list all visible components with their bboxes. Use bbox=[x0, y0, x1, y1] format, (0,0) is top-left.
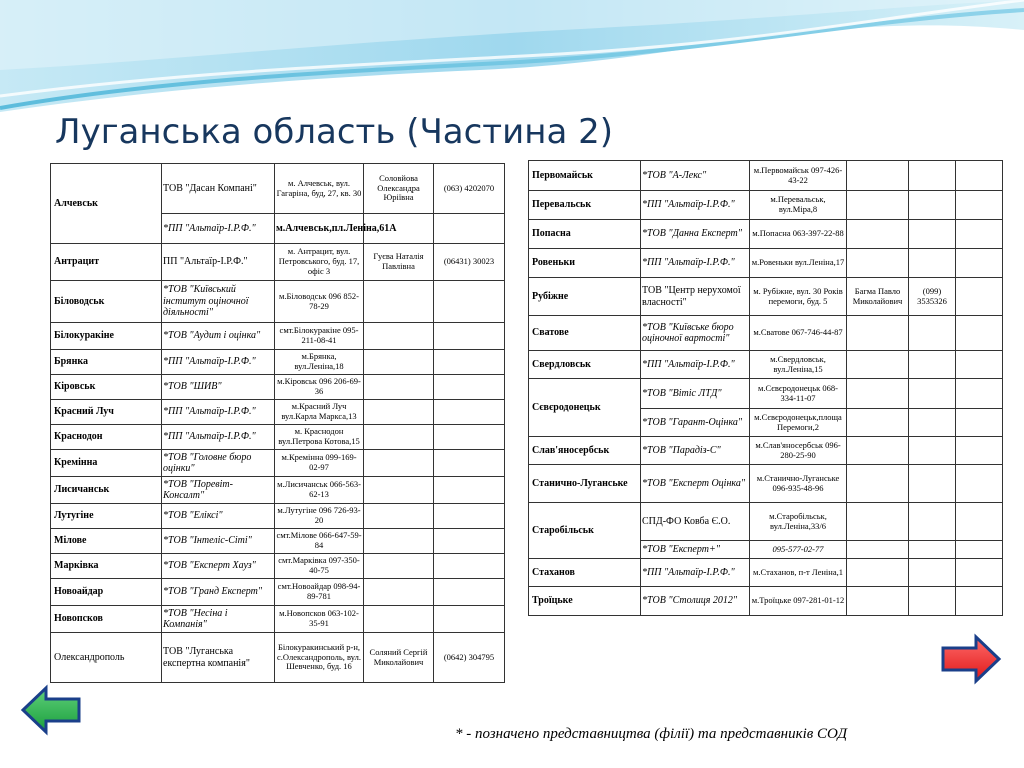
footnote: * - позначено представництва (філії) та представників СОД bbox=[455, 726, 848, 742]
person-cell bbox=[364, 450, 434, 477]
person-cell bbox=[847, 161, 909, 191]
empty-cell bbox=[956, 541, 1003, 559]
city-cell: Лутугіне bbox=[51, 504, 162, 529]
table-row bbox=[529, 465, 1003, 503]
phone-cell bbox=[434, 375, 505, 400]
address-cell: м.Сєвєродонецьк,площа Перемоги,2 bbox=[750, 409, 847, 437]
person-cell bbox=[847, 587, 909, 616]
address-cell: м. Рубіжне, вул. 30 Років перемоги, буд. 5 bbox=[750, 278, 847, 316]
empty-cell bbox=[956, 249, 1003, 278]
person-cell bbox=[847, 220, 909, 249]
org-cell: *ПП "Альтаїр-І.Р.Ф." bbox=[641, 559, 750, 587]
person-cell: Гуєва Наталія Павлівна bbox=[364, 244, 434, 281]
city-cell: Слав'яносербськ bbox=[529, 437, 641, 465]
empty-cell bbox=[956, 351, 1003, 379]
person-cell bbox=[364, 477, 434, 504]
table-row bbox=[51, 504, 505, 529]
table-row bbox=[51, 477, 505, 504]
table-row bbox=[529, 191, 1003, 220]
city-cell: Новопсков bbox=[51, 606, 162, 633]
city-cell: Білокуракіне bbox=[51, 323, 162, 350]
org-cell: *ТОВ "Поревіт-Консалт" bbox=[162, 477, 275, 504]
address-cell: м. Краснодон вул.Петрова Котова,15 bbox=[275, 425, 364, 450]
person-cell bbox=[364, 554, 434, 579]
address-cell: м.Брянка, вул.Леніна,18 bbox=[275, 350, 364, 375]
empty-cell bbox=[956, 379, 1003, 409]
org-cell: ТОВ "Луганська експертна компанія" bbox=[162, 633, 275, 683]
phone-cell: (099) 3535326 bbox=[909, 278, 956, 316]
empty-cell bbox=[956, 191, 1003, 220]
phone-cell bbox=[434, 425, 505, 450]
table-row bbox=[529, 587, 1003, 616]
table-row bbox=[51, 400, 505, 425]
empty-cell bbox=[956, 503, 1003, 541]
org-cell: ПП "Альтаїр-І.Р.Ф." bbox=[162, 244, 275, 281]
address-cell: смт.Білокуракіне 095-211-08-41 bbox=[275, 323, 364, 350]
address-cell: м.Кремінна 099-169-02-97 bbox=[275, 450, 364, 477]
org-cell: *ТОВ "Вітіс ЛТД" bbox=[641, 379, 750, 409]
org-cell: *ТОВ "Експерт Хауз" bbox=[162, 554, 275, 579]
city-cell: Кремінна bbox=[51, 450, 162, 477]
table-row bbox=[51, 554, 505, 579]
city-cell: Новоайдар bbox=[51, 579, 162, 606]
phone-cell bbox=[434, 579, 505, 606]
person-cell bbox=[847, 351, 909, 379]
phone-cell bbox=[434, 606, 505, 633]
table-row bbox=[51, 244, 505, 281]
city-cell: Ровеньки bbox=[529, 249, 641, 278]
table-row bbox=[529, 161, 1003, 191]
page-title: Луганська область (Частина 2) bbox=[55, 112, 613, 152]
phone-cell bbox=[434, 477, 505, 504]
city-cell: Стаханов bbox=[529, 559, 641, 587]
table-row bbox=[51, 323, 505, 350]
address-cell: м.Ровеньки вул.Леніна,17 bbox=[750, 249, 847, 278]
phone-cell bbox=[434, 323, 505, 350]
table-row bbox=[529, 278, 1003, 316]
phone-cell bbox=[434, 504, 505, 529]
city-cell: Старобільськ bbox=[529, 503, 641, 559]
org-cell: *ТОВ "ШИВ" bbox=[162, 375, 275, 400]
person-cell bbox=[847, 465, 909, 503]
empty-cell bbox=[956, 465, 1003, 503]
org-cell: *ТОВ "Данна Експерт" bbox=[641, 220, 750, 249]
org-cell: *ТОВ "Гранд Експерт" bbox=[162, 579, 275, 606]
forward-arrow-button[interactable] bbox=[940, 634, 1002, 684]
address-cell: м.Сєвєродонецьк 068-334-11-07 bbox=[750, 379, 847, 409]
empty-cell bbox=[956, 559, 1003, 587]
table-row bbox=[51, 579, 505, 606]
org-cell: *ТОВ "Парадіз-С" bbox=[641, 437, 750, 465]
address-cell: м.Перевальськ, вул.Міра,8 bbox=[750, 191, 847, 220]
city-cell: Перевальськ bbox=[529, 191, 641, 220]
org-cell: *ПП "Альтаїр-І.Р.Ф." bbox=[162, 214, 275, 244]
phone-cell bbox=[909, 191, 956, 220]
address-cell: м.Красний Луч вул.Карла Маркса,13 bbox=[275, 400, 364, 425]
org-cell: *ТОВ "Київське бюро оціночної вартості" bbox=[641, 316, 750, 351]
phone-cell bbox=[909, 379, 956, 409]
person-cell bbox=[364, 425, 434, 450]
address-cell: м.Лутугіне 096 726-93-20 bbox=[275, 504, 364, 529]
city-cell: Красний Луч bbox=[51, 400, 162, 425]
phone-cell: (0642) 304795 bbox=[434, 633, 505, 683]
phone-cell bbox=[909, 249, 956, 278]
table-row bbox=[529, 249, 1003, 278]
org-cell: *ПП "Альтаїр-І.Р.Ф." bbox=[162, 350, 275, 375]
address-cell: м.Свердловськ, вул.Леніна,15 bbox=[750, 351, 847, 379]
person-cell bbox=[364, 606, 434, 633]
person-cell bbox=[364, 350, 434, 375]
phone-cell bbox=[434, 214, 505, 244]
city-cell: Алчевськ bbox=[51, 164, 162, 244]
org-cell: *ТОВ "Столиця 2012" bbox=[641, 587, 750, 616]
city-cell: Марківка bbox=[51, 554, 162, 579]
phone-cell bbox=[909, 161, 956, 191]
right-arrow-icon bbox=[943, 637, 999, 681]
city-cell: Станично-Луганське bbox=[529, 465, 641, 503]
table-row bbox=[529, 316, 1003, 351]
org-cell: *ПП "Альтаїр-І.Р.Ф." bbox=[641, 351, 750, 379]
person-cell bbox=[847, 379, 909, 409]
left-arrow-icon bbox=[23, 688, 79, 732]
phone-cell bbox=[434, 529, 505, 554]
phone-cell bbox=[434, 281, 505, 323]
org-cell: *ТОВ "Несіна і Компанія" bbox=[162, 606, 275, 633]
phone-cell bbox=[909, 220, 956, 249]
city-cell: Мілове bbox=[51, 529, 162, 554]
empty-cell bbox=[956, 220, 1003, 249]
address-cell: м.Стаханов, п-т Леніна,1 bbox=[750, 559, 847, 587]
back-arrow-button[interactable] bbox=[20, 685, 82, 735]
city-cell: Біловодськ bbox=[51, 281, 162, 323]
person-cell bbox=[364, 375, 434, 400]
address-cell: м.Попасна 063-397-22-88 bbox=[750, 220, 847, 249]
org-cell: *ПП "Альтаїр-І.Р.Ф." bbox=[641, 191, 750, 220]
address-cell: м.Слав'яносербськ 096-280-25-90 bbox=[750, 437, 847, 465]
address-cell: м.Біловодськ 096 852-78-29 bbox=[275, 281, 364, 323]
org-cell: ТОВ "Центр нерухомої власності" bbox=[641, 278, 750, 316]
person-cell bbox=[847, 409, 909, 437]
person-cell: Соляний Сергій Миколайович bbox=[364, 633, 434, 683]
org-cell: *ПП "Альтаїр-І.Р.Ф." bbox=[641, 249, 750, 278]
empty-cell bbox=[956, 409, 1003, 437]
address-cell: м.Лисичанськ 066-563-62-13 bbox=[275, 477, 364, 504]
org-cell: *ТОВ "Еліксі" bbox=[162, 504, 275, 529]
person-cell bbox=[364, 400, 434, 425]
table-row bbox=[51, 606, 505, 633]
table-row bbox=[51, 164, 505, 214]
empty-cell bbox=[956, 316, 1003, 351]
table-row bbox=[529, 503, 1003, 541]
city-cell: Краснодон bbox=[51, 425, 162, 450]
empty-cell bbox=[956, 278, 1003, 316]
address-cell: 095-577-02-77 bbox=[750, 541, 847, 559]
table-row bbox=[51, 425, 505, 450]
table-row bbox=[529, 379, 1003, 409]
city-cell: Рубіжне bbox=[529, 278, 641, 316]
address-cell: м.Старобільськ, вул.Леніна,33/6 bbox=[750, 503, 847, 541]
address-cell: Білокуракинський р-н, с.Олександрополь, вул. Шевченко, буд. 16 bbox=[275, 633, 364, 683]
phone-cell bbox=[434, 450, 505, 477]
org-cell: *ТОВ "Аудит і оцінка" bbox=[162, 323, 275, 350]
address-cell: м. Антрацит, вул. Петровського, буд. 17, офіс 3 bbox=[275, 244, 364, 281]
org-cell: *ТОВ "Головне бюро оцінки" bbox=[162, 450, 275, 477]
org-cell: *ТОВ "Експерт Оцінка" bbox=[641, 465, 750, 503]
phone-cell: (063) 4202070 bbox=[434, 164, 505, 214]
address-cell: м.Новопсков 063-102-35-91 bbox=[275, 606, 364, 633]
person-cell bbox=[364, 579, 434, 606]
phone-cell bbox=[909, 316, 956, 351]
person-cell bbox=[364, 281, 434, 323]
address-cell: м.Кіровськ 096 206-69-36 bbox=[275, 375, 364, 400]
person-cell bbox=[847, 249, 909, 278]
person-cell: Багма Павло Миколайович bbox=[847, 278, 909, 316]
org-cell: *ТОВ "Київський інститут оціночної діяльності" bbox=[162, 281, 275, 323]
person-cell bbox=[364, 504, 434, 529]
city-cell: Троїцьке bbox=[529, 587, 641, 616]
phone-cell bbox=[909, 587, 956, 616]
address-cell: смт.Марківка 097-350-40-75 bbox=[275, 554, 364, 579]
city-cell: Сватове bbox=[529, 316, 641, 351]
phone-cell bbox=[434, 400, 505, 425]
person-cell bbox=[847, 503, 909, 541]
org-cell: *ПП "Альтаїр-І.Р.Ф." bbox=[162, 425, 275, 450]
table-row bbox=[529, 351, 1003, 379]
empty-cell bbox=[956, 587, 1003, 616]
table-row bbox=[51, 375, 505, 400]
org-cell: ТОВ "Дасан Компані" bbox=[162, 164, 275, 214]
phone-cell bbox=[434, 554, 505, 579]
city-cell: Кіровськ bbox=[51, 375, 162, 400]
city-cell: Лисичанськ bbox=[51, 477, 162, 504]
phone-cell bbox=[909, 465, 956, 503]
left-table bbox=[50, 163, 505, 683]
city-cell: Свердловськ bbox=[529, 351, 641, 379]
address-cell: м. Алчевськ, вул. Гагаріна, буд, 27, кв. 30 bbox=[275, 164, 364, 214]
org-cell: *ТОВ "Інтеліс-Сіті" bbox=[162, 529, 275, 554]
city-cell: Попасна bbox=[529, 220, 641, 249]
org-cell: *ТОВ "Експерт+" bbox=[641, 541, 750, 559]
person-cell bbox=[364, 323, 434, 350]
person-cell bbox=[847, 191, 909, 220]
phone-cell bbox=[909, 559, 956, 587]
table-row bbox=[51, 450, 505, 477]
phone-cell bbox=[909, 437, 956, 465]
city-cell: Олександрополь bbox=[51, 633, 162, 683]
person-cell: Соловйова Олександра Юріївна bbox=[364, 164, 434, 214]
address-cell: м.Алчевськ,пл.Леніна,61А bbox=[275, 214, 364, 244]
address-cell: м.Сватове 067-746-44-87 bbox=[750, 316, 847, 351]
city-cell: Брянка bbox=[51, 350, 162, 375]
address-cell: м.Троїцьке 097-281-01-12 bbox=[750, 587, 847, 616]
org-cell: *ТОВ "А-Лекс" bbox=[641, 161, 750, 191]
city-cell: Антрацит bbox=[51, 244, 162, 281]
city-cell: Первомайськ bbox=[529, 161, 641, 191]
person-cell bbox=[847, 559, 909, 587]
address-cell: смт.Новоайдар 098-94-89-781 bbox=[275, 579, 364, 606]
table-row bbox=[51, 281, 505, 323]
phone-cell bbox=[909, 541, 956, 559]
phone-cell bbox=[434, 350, 505, 375]
phone-cell bbox=[909, 409, 956, 437]
table-row bbox=[51, 350, 505, 375]
table-row bbox=[529, 559, 1003, 587]
table-row bbox=[529, 220, 1003, 249]
org-cell: *ТОВ "Гарант-Оцінка" bbox=[641, 409, 750, 437]
empty-cell bbox=[956, 161, 1003, 191]
address-cell: м.Станично-Луганське 096-935-48-96 bbox=[750, 465, 847, 503]
table-row bbox=[529, 437, 1003, 465]
person-cell bbox=[847, 541, 909, 559]
person-cell bbox=[364, 529, 434, 554]
right-table bbox=[528, 160, 1003, 616]
header-waves bbox=[0, 0, 1024, 120]
address-cell: смт.Мілове 066-647-59-84 bbox=[275, 529, 364, 554]
empty-cell bbox=[956, 437, 1003, 465]
phone-cell bbox=[909, 351, 956, 379]
phone-cell bbox=[909, 503, 956, 541]
person-cell bbox=[847, 437, 909, 465]
table-row bbox=[51, 529, 505, 554]
address-cell: м.Первомайськ 097-426-43-22 bbox=[750, 161, 847, 191]
org-cell: СПД-ФО Ковба Є.О. bbox=[641, 503, 750, 541]
table-row bbox=[51, 633, 505, 683]
person-cell bbox=[847, 316, 909, 351]
org-cell: *ПП "Альтаїр-І.Р.Ф." bbox=[162, 400, 275, 425]
city-cell: Сєвєродонецьк bbox=[529, 379, 641, 437]
phone-cell: (06431) 30023 bbox=[434, 244, 505, 281]
